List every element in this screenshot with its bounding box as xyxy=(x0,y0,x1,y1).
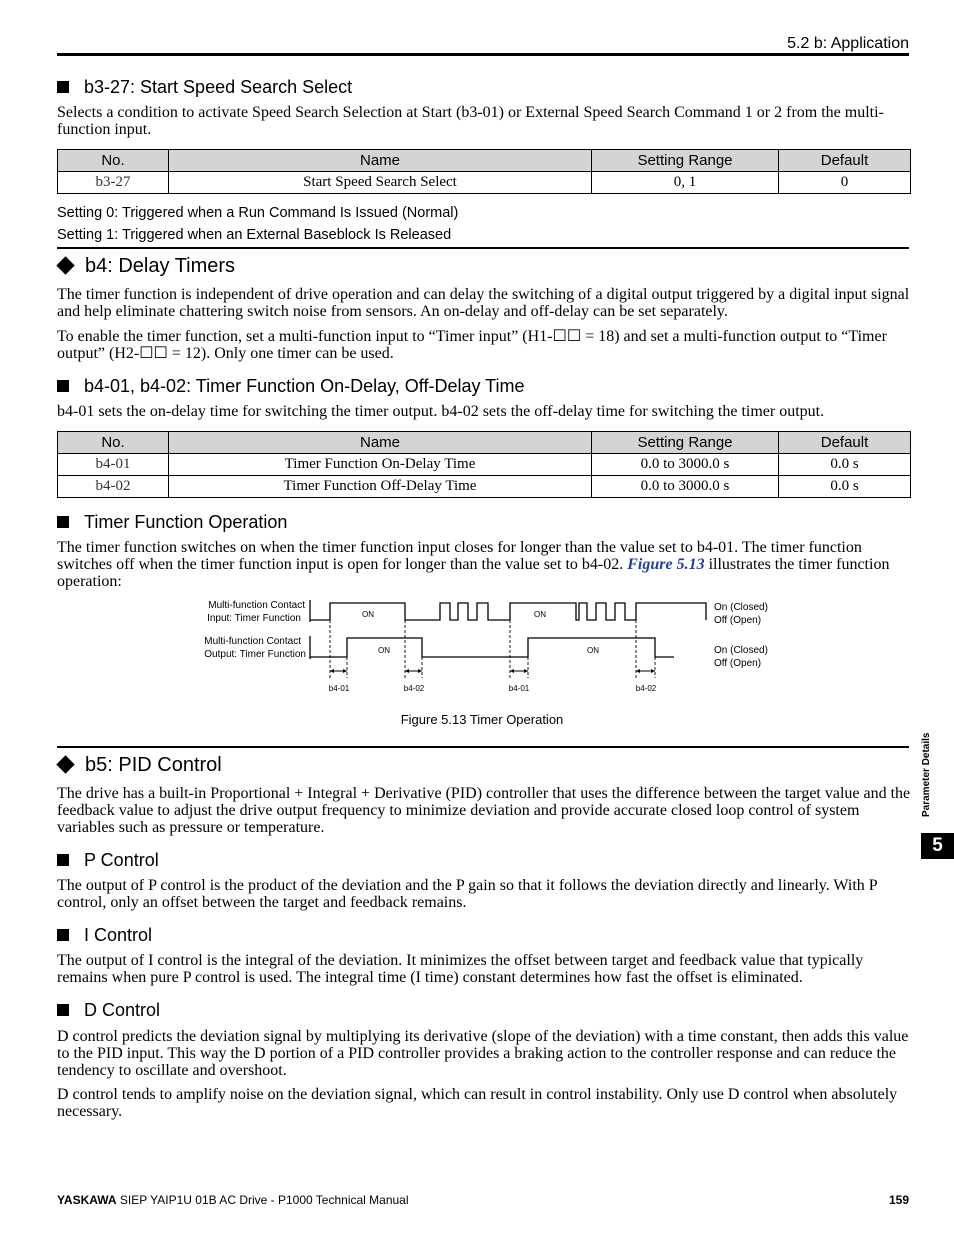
square-bullet-icon xyxy=(57,81,69,93)
square-bullet-icon xyxy=(57,516,69,528)
cell-name: Timer Function On-Delay Time xyxy=(169,454,592,476)
table-row xyxy=(58,476,911,498)
b4-01-02-heading: b4-01, b4-02: Timer Function On-Delay, Off-Delay Time xyxy=(57,376,525,396)
d-control-heading: D Control xyxy=(57,1000,160,1020)
cell-no: b4-01 xyxy=(58,454,169,476)
cell-name: Timer Function Off-Delay Time xyxy=(169,476,592,498)
setting-1: Setting 1: Triggered when an External Baseblock Is Released xyxy=(57,227,452,243)
b5-paragraph: The drive has a built-in Proportional + Integral + Derivative (PID) controller that uses the difference between the target value and the feedback value to adjust the drive output frequency to minimize deviation and provide accurate closed loop control of system variables such as pressure or temperature. xyxy=(57,785,911,836)
d-control-description-1: D control predicts the deviation signal by multiplying its derivative (slope of the deviation) with a time constant, then adds this value to the PID input. This way the D portion of a PID controller provides a braking action to the controller response and can reduce the tendency to oscillate and overshoot. xyxy=(57,1028,909,1079)
b4-table xyxy=(57,431,911,498)
b3-27-description: Selects a condition to activate Speed Search Selection at Start (b3-01) or External Speed Search Command 1 or 2 from the multi-function input. xyxy=(57,104,884,138)
col-header-range: Setting Range xyxy=(592,150,779,172)
page-number: 159 xyxy=(888,1193,909,1207)
timer-operation-description: The timer function switches on when the timer function input closes for longer than the value set to b4-01. The timer function switches off when the timer function input is open for longer than the value set to b4-02. Figure 5.13 illustrates the timer function operation: xyxy=(57,539,890,590)
b4-section-header xyxy=(57,247,909,277)
output-waveform xyxy=(310,638,674,657)
cell-default: 0.0 s xyxy=(779,454,911,476)
b3-27-heading: b3-27: Start Speed Search Select xyxy=(57,77,352,97)
square-bullet-icon xyxy=(57,929,69,941)
page-footer xyxy=(57,1193,909,1211)
output-label-line-2: Output: Timer Function xyxy=(204,649,306,660)
b4-01-marker: b4-01 xyxy=(508,684,530,693)
col-header-name: Name xyxy=(169,432,592,454)
timer-operation-heading: Timer Function Operation xyxy=(57,512,287,532)
input-closed-label: On (Closed) xyxy=(714,602,768,613)
diamond-bullet-icon xyxy=(56,755,74,773)
manual-title: SIEP YAIP1U 01B AC Drive - P1000 Technical Manual xyxy=(116,1193,409,1207)
manual-page: 5.2 b: Application b3-27: Start Speed Search Select Selects a condition to activate Speed Search Selection at Start (b3-01) or External Speed Search Command 1 or 2 from the multi-function input. No. Name Setting Range Default b3-27 Start Speed Search Select 0, 1 0 Setting 0: Triggered when a Run Command Is Issued (Normal) Setting 1: Triggered when an External Baseblock Is Released b4: Delay Timers The timer function is independent of drive operation and can delay the switching of a digital output triggered by a digital input signal and help eliminate chattering switch noise from sensors. An on-delay and off-delay can be set separately. To enable the timer function, set a multi-function input to “Timer input” (H1-☐☐ = 18) and set a multi-function output to “Timer output” (H2-☐☐ = 12). Only one timer can be used. b4-01, b4-02: Timer Function On-Delay, Off-Delay Time b4-01 sets the on-delay time for switching the timer output. b4-02 sets the off-delay time for switching the timer output. No. Name Setting Range Default b4-01 Timer Function On-Delay Time 0.0 to 3000.0 s 0.0 s b4-02 Timer Function Off-Delay Time 0.0 to 3000.0 s 0.0 s Timer Function Operation The timer function switches on when the timer function input closes for longer than the value set to b4-01. The timer function switches off when the timer function input is open for longer than the value set to b4-02. Figure 5.13 illustrates the timer function operation: Multi-function Contact Input: Timer Function Multi-function Contact Output: Timer Function ON ON ON ON On (Closed) Off (Open) On (Closed) Off (Open) b4-01 b4-02 b4-01 b4-02 Figure 5.13 Timer Operation b5: PID Control The drive has a built-in Proportional + Integral + Derivative (PID) controller that uses the difference between the target value and the feedback value to adjust the drive output frequency to minimize deviation and provide accurate closed loop control of system variables such as pressure or temperature. P Control The output of P control is the product of the deviation and the P gain so that it follows the deviation directly and linearly. With P control, only an offset between the target and feedback remains. I Control The output of I control is the integral of the deviation. It minimizes the offset between target and feedback value that typically remains when pure P control is used. The integral time (I time) constant determines how fast the offset is eliminated. D Control D control predicts the deviation signal by multiplying its derivative (slope of the deviation) with a time constant, then adds this value to the PID input. This way the D portion of a PID controller provides a braking action to the controller response and can reduce the tendency to oscillate and overshoot. D control tends to amplify noise on the deviation signal, which can result in control instability. Only use D control when absolutely necessary. Parameter Details 5 YASKAWA SIEP YAIP1U 01B AC Drive - P1000 Technical Manual 159 xyxy=(0,0,954,1235)
output-label-line-1: Multi-function Contact xyxy=(204,636,301,647)
on-label: ON xyxy=(587,646,599,655)
col-header-no: No. xyxy=(58,150,169,172)
input-label-line-1: Multi-function Contact xyxy=(208,600,305,611)
b4-02-marker: b4-02 xyxy=(403,684,425,693)
page-header xyxy=(57,34,909,56)
section-header: 5.2 b: Application xyxy=(787,35,909,52)
input-open-label: Off (Open) xyxy=(714,615,762,626)
cell-no: b4-02 xyxy=(58,476,169,498)
cell-name: Start Speed Search Select xyxy=(169,172,592,194)
chapter-tab[interactable]: 5 xyxy=(921,833,954,859)
on-label: ON xyxy=(378,646,390,655)
cell-range: 0.0 to 3000.0 s xyxy=(592,476,779,498)
table-row xyxy=(58,172,911,194)
b4-paragraph-1: The timer function is independent of drive operation and can delay the switching of a digital output triggered by a digital input signal and help eliminate chattering switch noise from sensors. An on-delay and off-delay can be set separately. xyxy=(57,286,910,320)
cell-range: 0, 1 xyxy=(592,172,779,194)
input-label-line-2: Input: Timer Function xyxy=(207,613,301,624)
output-open-label: Off (Open) xyxy=(714,658,762,669)
i-control-heading: I Control xyxy=(57,925,152,945)
figure-link[interactable]: Figure 5.13 xyxy=(627,556,705,573)
square-bullet-icon xyxy=(57,1004,69,1016)
figure-caption: Figure 5.13 Timer Operation xyxy=(400,712,564,727)
on-label: ON xyxy=(362,610,374,619)
diamond-bullet-icon xyxy=(56,256,74,274)
timer-operation-diagram xyxy=(190,596,790,696)
col-header-range: Setting Range xyxy=(592,432,779,454)
cell-default: 0.0 s xyxy=(779,476,911,498)
p-control-description: The output of P control is the product of the deviation and the P gain so that it follows the deviation directly and linearly. With P control, only an offset between the target and feedback remains. xyxy=(57,877,878,911)
b4-paragraph-2: To enable the timer function, set a multi-function input to “Timer input” (H1-☐☐ = 18) and set a multi-function output to “Timer output” (H2-☐☐ = 12). Only one timer can be used. xyxy=(57,328,887,362)
square-bullet-icon xyxy=(57,380,69,392)
b4-section-title: b4: Delay Timers xyxy=(85,255,236,277)
cell-default: 0 xyxy=(779,172,911,194)
cell-range: 0.0 to 3000.0 s xyxy=(592,454,779,476)
b5-section-header xyxy=(57,746,909,776)
p-control-heading: P Control xyxy=(57,850,159,870)
col-header-default: Default xyxy=(779,432,911,454)
col-header-name: Name xyxy=(169,150,592,172)
table-row xyxy=(58,454,911,476)
d-control-description-2: D control tends to amplify noise on the deviation signal, which can result in control instability. Only use D control when absolutely necessary. xyxy=(57,1086,898,1120)
brand-name: YASKAWA xyxy=(57,1193,117,1207)
col-header-no: No. xyxy=(58,432,169,454)
col-header-default: Default xyxy=(779,150,911,172)
b4-01-02-description: b4-01 sets the on-delay time for switching the timer output. b4-02 sets the off-delay time for switching the timer output. xyxy=(57,403,825,420)
b5-section-title: b5: PID Control xyxy=(85,754,222,776)
square-bullet-icon xyxy=(57,854,69,866)
output-closed-label: On (Closed) xyxy=(714,645,768,656)
on-label: ON xyxy=(534,610,546,619)
cell-no: b3-27 xyxy=(58,172,169,194)
b3-27-table xyxy=(57,149,911,194)
i-control-description: The output of I control is the integral of the deviation. It minimizes the offset between target and feedback value that typically remains when pure P control is used. The integral time (I time) constant determines how fast the offset is eliminated. xyxy=(57,952,864,986)
setting-0: Setting 0: Triggered when a Run Command Is Issued (Normal) xyxy=(57,205,459,221)
b4-01-marker: b4-01 xyxy=(328,684,350,693)
b4-02-marker: b4-02 xyxy=(635,684,657,693)
